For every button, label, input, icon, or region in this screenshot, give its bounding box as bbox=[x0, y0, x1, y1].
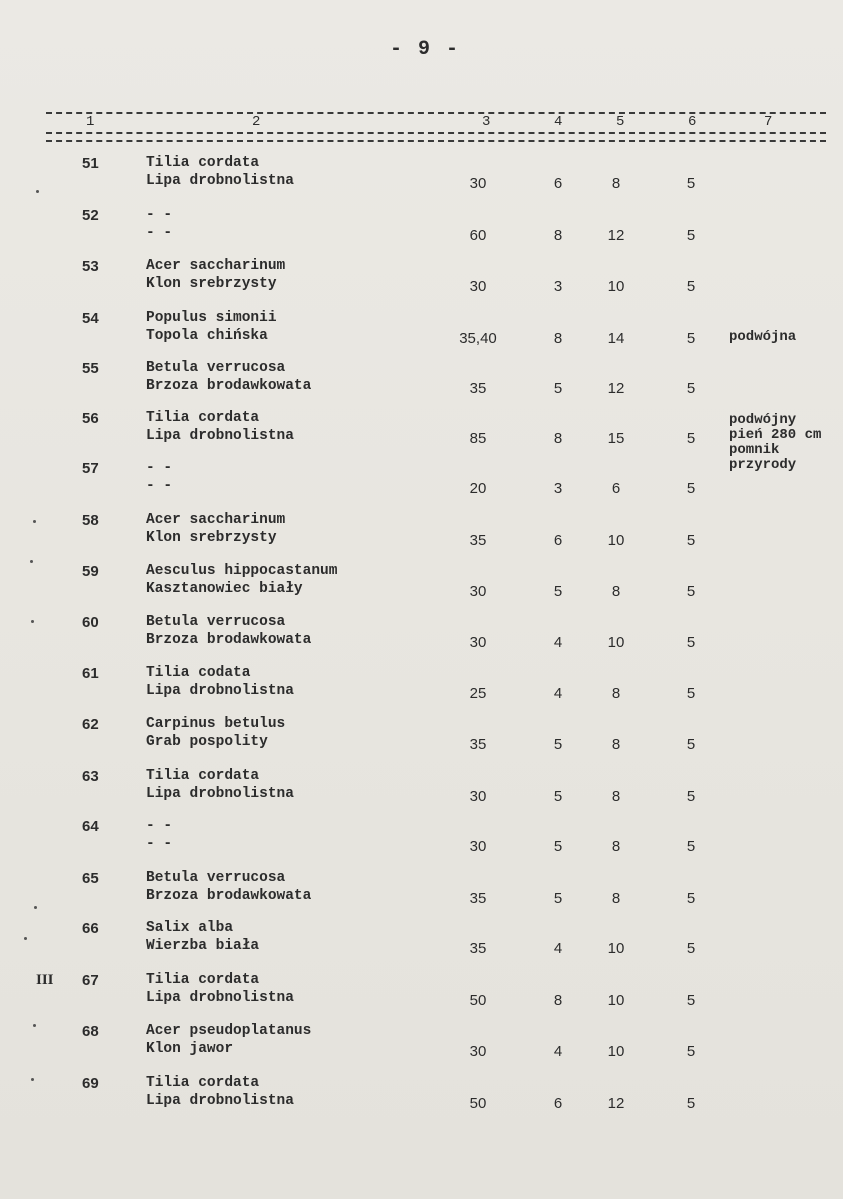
note-line: pień 280 cm bbox=[729, 427, 822, 443]
col3-value: 20 bbox=[469, 480, 487, 497]
column-header-5: 5 bbox=[616, 114, 625, 130]
row-number: 59 bbox=[82, 563, 99, 580]
note-56-57 bbox=[729, 413, 821, 473]
section-marker: III bbox=[36, 972, 54, 988]
col3-value: 35 bbox=[469, 532, 487, 549]
column-header-4: 4 bbox=[554, 114, 563, 130]
col3-value: 30 bbox=[469, 634, 487, 651]
polish-name: - - bbox=[146, 478, 173, 494]
latin-name: Betula verrucosa bbox=[146, 614, 286, 630]
latin-name: Tilia cordata bbox=[146, 1075, 260, 1091]
col3-value: 35,40 bbox=[459, 330, 497, 347]
col4-value: 4 bbox=[553, 940, 563, 957]
col4-value: 4 bbox=[553, 1043, 563, 1060]
col5-value: 8 bbox=[611, 175, 621, 192]
col4-value: 5 bbox=[553, 380, 563, 397]
paper-speck bbox=[33, 520, 36, 523]
table-row bbox=[0, 410, 843, 462]
page-number: - 9 - bbox=[390, 38, 461, 61]
col6-value: 5 bbox=[686, 1095, 696, 1112]
table-row bbox=[0, 1075, 843, 1127]
col4-value: 6 bbox=[553, 1095, 563, 1112]
col4-value: 5 bbox=[553, 583, 563, 600]
latin-name: - - bbox=[146, 818, 173, 834]
col4-value: 5 bbox=[553, 788, 563, 805]
row-number: 58 bbox=[82, 512, 99, 529]
col6-value: 5 bbox=[686, 838, 696, 855]
col3-value: 85 bbox=[469, 430, 487, 447]
header-rule-bottom bbox=[46, 140, 826, 142]
paper-speck bbox=[31, 620, 34, 623]
polish-name: Lipa drobnolistna bbox=[146, 1093, 294, 1109]
col4-value: 3 bbox=[553, 278, 563, 295]
polish-name: Klon srebrzysty bbox=[146, 530, 277, 546]
col4-value: 8 bbox=[553, 330, 563, 347]
table-row bbox=[0, 716, 843, 768]
col5-value: 10 bbox=[607, 940, 625, 957]
col5-value: 8 bbox=[611, 890, 621, 907]
polish-name: Klon srebrzysty bbox=[146, 276, 277, 292]
latin-name: Tilia codata bbox=[146, 665, 251, 681]
latin-name: Salix alba bbox=[146, 920, 234, 936]
row-number: 54 bbox=[82, 310, 99, 327]
col6-value: 5 bbox=[686, 227, 696, 244]
col6-value: 5 bbox=[686, 1043, 696, 1060]
row-number: 65 bbox=[82, 870, 99, 887]
row-number: 56 bbox=[82, 410, 99, 427]
col5-value: 14 bbox=[607, 330, 625, 347]
row-number: 52 bbox=[82, 207, 99, 224]
note-line: podwójny bbox=[729, 412, 797, 428]
col3-value: 30 bbox=[469, 1043, 487, 1060]
polish-name: - - bbox=[146, 225, 173, 241]
col5-value: 15 bbox=[607, 430, 625, 447]
latin-name: - - bbox=[146, 460, 173, 476]
table-row bbox=[0, 155, 843, 207]
polish-name: Brzoza brodawkowata bbox=[146, 888, 312, 904]
row-number: 63 bbox=[82, 768, 99, 785]
row-number: 62 bbox=[82, 716, 99, 733]
table-row bbox=[0, 870, 843, 922]
table-row bbox=[0, 258, 843, 310]
polish-name: Grab pospolity bbox=[146, 734, 268, 750]
table-row bbox=[0, 1023, 843, 1075]
polish-name: Lipa drobnolistna bbox=[146, 683, 294, 699]
table-row bbox=[0, 920, 843, 972]
col3-value: 30 bbox=[469, 175, 487, 192]
col4-value: 5 bbox=[553, 890, 563, 907]
col4-value: 3 bbox=[553, 480, 563, 497]
paper-speck bbox=[34, 906, 37, 909]
paper-speck bbox=[33, 1024, 36, 1027]
column-header-6: 6 bbox=[688, 114, 697, 130]
col6-value: 5 bbox=[686, 736, 696, 753]
col5-value: 8 bbox=[611, 788, 621, 805]
col4-value: 8 bbox=[553, 430, 563, 447]
polish-name: - - bbox=[146, 836, 173, 852]
col3-value: 30 bbox=[469, 583, 487, 600]
col6-value: 5 bbox=[686, 175, 696, 192]
col5-value: 10 bbox=[607, 634, 625, 651]
col6-value: 5 bbox=[686, 532, 696, 549]
col6-value: 5 bbox=[686, 940, 696, 957]
column-header-2: 2 bbox=[252, 114, 261, 130]
col4-value: 4 bbox=[553, 634, 563, 651]
col3-value: 60 bbox=[469, 227, 487, 244]
latin-name: - - bbox=[146, 207, 173, 223]
row-number: 57 bbox=[82, 460, 99, 477]
col3-value: 35 bbox=[469, 890, 487, 907]
polish-name: Lipa drobnolistna bbox=[146, 786, 294, 802]
polish-name: Lipa drobnolistna bbox=[146, 428, 294, 444]
col6-value: 5 bbox=[686, 430, 696, 447]
table-row bbox=[0, 972, 843, 1024]
table-row bbox=[0, 512, 843, 564]
col5-value: 6 bbox=[611, 480, 621, 497]
col3-value: 35 bbox=[469, 940, 487, 957]
latin-name: Tilia cordata bbox=[146, 410, 260, 426]
note-line: pomnik bbox=[729, 442, 780, 458]
table-row bbox=[0, 768, 843, 820]
latin-name: Tilia cordata bbox=[146, 768, 260, 784]
latin-name: Populus simonii bbox=[146, 310, 277, 326]
row-number: 64 bbox=[82, 818, 99, 835]
row-note: podwójna bbox=[729, 329, 797, 345]
latin-name: Acer pseudoplatanus bbox=[146, 1023, 312, 1039]
col6-value: 5 bbox=[686, 634, 696, 651]
col4-value: 6 bbox=[553, 175, 563, 192]
col5-value: 8 bbox=[611, 583, 621, 600]
col6-value: 5 bbox=[686, 890, 696, 907]
column-header-7: 7 bbox=[764, 114, 773, 130]
row-number: 51 bbox=[82, 155, 99, 172]
col3-value: 50 bbox=[469, 1095, 487, 1112]
col5-value: 12 bbox=[607, 1095, 625, 1112]
paper-speck bbox=[24, 937, 27, 940]
table-row bbox=[0, 360, 843, 412]
col3-value: 50 bbox=[469, 992, 487, 1009]
col5-value: 8 bbox=[611, 736, 621, 753]
latin-name: Carpinus betulus bbox=[146, 716, 286, 732]
latin-name: Betula verrucosa bbox=[146, 360, 286, 376]
row-number: 69 bbox=[82, 1075, 99, 1092]
col6-value: 5 bbox=[686, 583, 696, 600]
table-row bbox=[0, 614, 843, 666]
header-rule-top bbox=[46, 112, 826, 114]
col6-value: 5 bbox=[686, 788, 696, 805]
row-number: 66 bbox=[82, 920, 99, 937]
col3-value: 30 bbox=[469, 838, 487, 855]
polish-name: Topola chińska bbox=[146, 328, 268, 344]
col3-value: 30 bbox=[469, 788, 487, 805]
col4-value: 5 bbox=[553, 736, 563, 753]
col3-value: 35 bbox=[469, 380, 487, 397]
polish-name: Lipa drobnolistna bbox=[146, 173, 294, 189]
row-number: 55 bbox=[82, 360, 99, 377]
col5-value: 12 bbox=[607, 380, 625, 397]
table-row bbox=[0, 818, 843, 870]
col4-value: 6 bbox=[553, 532, 563, 549]
table-row bbox=[0, 563, 843, 615]
row-number: 53 bbox=[82, 258, 99, 275]
col4-value: 4 bbox=[553, 685, 563, 702]
table-row bbox=[0, 310, 843, 362]
row-number: 61 bbox=[82, 665, 99, 682]
col5-value: 8 bbox=[611, 838, 621, 855]
note-line: przyrody bbox=[729, 457, 797, 473]
table-row bbox=[0, 457, 843, 512]
col6-value: 5 bbox=[686, 992, 696, 1009]
col5-value: 8 bbox=[611, 685, 621, 702]
latin-name: Tilia cordata bbox=[146, 155, 260, 171]
col3-value: 30 bbox=[469, 278, 487, 295]
col6-value: 5 bbox=[686, 380, 696, 397]
latin-name: Acer saccharinum bbox=[146, 512, 286, 528]
col5-value: 10 bbox=[607, 992, 625, 1009]
table-row bbox=[0, 665, 843, 717]
col6-value: 5 bbox=[686, 278, 696, 295]
latin-name: Aesculus hippocastanum bbox=[146, 563, 338, 579]
row-number: 60 bbox=[82, 614, 99, 631]
row-number: 67 bbox=[82, 972, 99, 989]
table-header bbox=[0, 112, 843, 148]
polish-name: Lipa drobnolistna bbox=[146, 990, 294, 1006]
latin-name: Betula verrucosa bbox=[146, 870, 286, 886]
latin-name: Tilia cordata bbox=[146, 972, 260, 988]
paper-speck bbox=[30, 560, 33, 563]
col5-value: 10 bbox=[607, 278, 625, 295]
col3-value: 35 bbox=[469, 736, 487, 753]
polish-name: Brzoza brodawkowata bbox=[146, 378, 312, 394]
col4-value: 8 bbox=[553, 992, 563, 1009]
polish-name: Klon jawor bbox=[146, 1041, 234, 1057]
col5-value: 10 bbox=[607, 1043, 625, 1060]
col6-value: 5 bbox=[686, 480, 696, 497]
polish-name: Wierzba biała bbox=[146, 938, 260, 954]
polish-name: Kasztanowiec biały bbox=[146, 581, 303, 597]
row-number: 68 bbox=[82, 1023, 99, 1040]
paper-speck bbox=[31, 1078, 34, 1081]
col4-value: 8 bbox=[553, 227, 563, 244]
col5-value: 10 bbox=[607, 532, 625, 549]
column-header-1: 1 bbox=[86, 114, 95, 130]
header-rule-mid bbox=[46, 132, 826, 134]
column-header-3: 3 bbox=[482, 114, 491, 130]
col6-value: 5 bbox=[686, 330, 696, 347]
col6-value: 5 bbox=[686, 685, 696, 702]
latin-name: Acer saccharinum bbox=[146, 258, 286, 274]
col3-value: 25 bbox=[469, 685, 487, 702]
col4-value: 5 bbox=[553, 838, 563, 855]
col5-value: 12 bbox=[607, 227, 625, 244]
table-row bbox=[0, 207, 843, 259]
polish-name: Brzoza brodawkowata bbox=[146, 632, 312, 648]
paper-speck bbox=[36, 190, 39, 193]
